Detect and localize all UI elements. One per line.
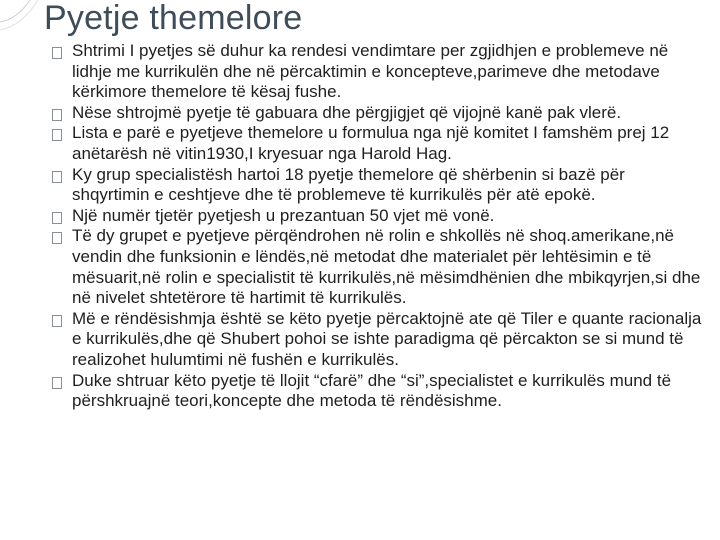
square-bullet-icon xyxy=(52,212,62,224)
bullet-item xyxy=(52,309,702,371)
bullet-text: Nëse shtrojmë pyetje të gabuara dhe përgjigjet që vijojnë kanë pak vlerë. xyxy=(72,102,622,122)
bullet-text: Lista e parë e pyetjeve themelore u formulua nga një komitet I famshëm prej 12 anëtarësh në vitin1930,I kryesuar nga Harold Hag. xyxy=(72,123,670,163)
bullet-item xyxy=(52,41,702,103)
slide-title: Pyetje themelore xyxy=(44,0,303,37)
square-bullet-icon xyxy=(52,47,62,59)
bullet-item xyxy=(52,226,702,308)
bullet-item xyxy=(52,165,702,206)
bullet-item xyxy=(52,103,702,124)
square-bullet-icon xyxy=(52,315,62,327)
bullet-item xyxy=(52,371,702,412)
bullet-text: Duke shtruar këto pyetje të llojit “cfarë” dhe “si”,specialistet e kurrikulës mund të përshkruajnë teori,koncepte dhe metoda të rëndësishme. xyxy=(72,370,672,411)
square-bullet-icon xyxy=(52,377,62,389)
bullet-text: Të dy grupet e pyetjeve përqëndrohen në rolin e shkollës në shoq.amerikane,në vendin dhe funksionin e lëndës,në metodat dhe materialet për lehtësimin e të mësuarit,në rolin e specialistit të kurrikulës,në mësimdhënien dhe mbikqyrjen,si dhe në nivelet shtetërore të hartimit të kurrikulës. xyxy=(72,226,701,308)
bullet-list xyxy=(52,41,702,412)
square-bullet-icon xyxy=(52,171,62,183)
square-bullet-icon xyxy=(52,109,62,121)
bullet-text: Shtrimi I pyetjes së duhur ka rendesi vendimtare per zgjidhjen e problemeve në lidhje me kurrikulën dhe në përcaktimin e koncepteve,parimeve dhe metodave kërkimore themelore të kësaj fushe. xyxy=(72,41,669,102)
square-bullet-icon xyxy=(52,129,62,141)
bullet-item xyxy=(52,123,702,164)
square-bullet-icon xyxy=(52,232,62,244)
bullet-item xyxy=(52,206,702,227)
bullet-text: Një numër tjetër pyetjesh u prezantuan 50 vjet më vonë. xyxy=(72,205,495,225)
bullet-text: Më e rëndësishmja është se këto pyetje përcaktojnë ate që Tiler e quante racionalja e kurrikulës,dhe që Shubert pohoi se ishte paradigma që përcakton se si mund të realizohet hulumtimi në fushën e kurrikulës. xyxy=(72,308,702,369)
bullet-text: Ky grup specialistësh hartoi 18 pyetje themelore që shërbenin si bazë për shqyrtimin e ceshtjeve dhe të problemeve të kurrikulës për atë epokë. xyxy=(72,164,625,205)
